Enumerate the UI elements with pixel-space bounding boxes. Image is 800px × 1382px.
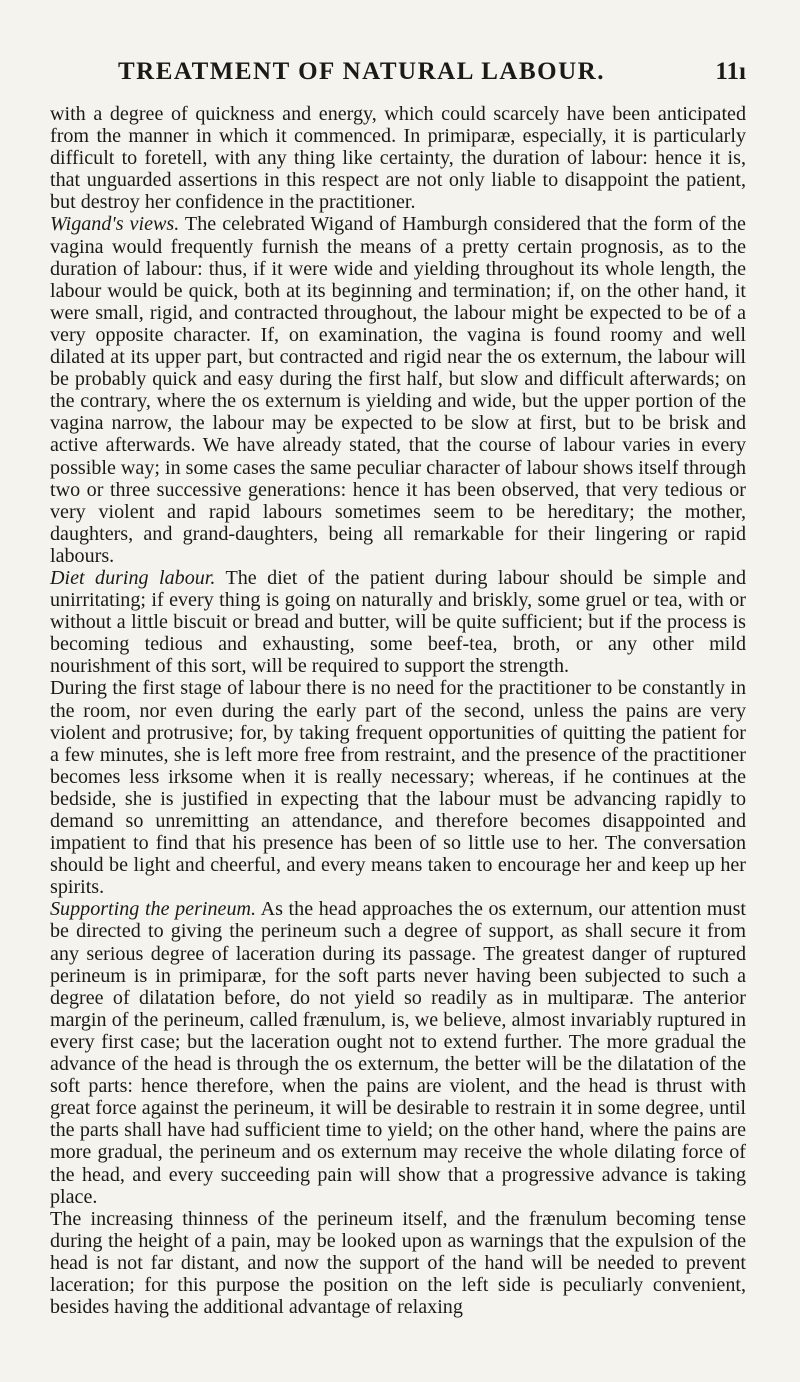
paragraph-perineum xyxy=(50,898,746,1207)
page-number: 11ı xyxy=(715,58,746,85)
paragraph-continuation xyxy=(50,103,746,213)
paragraph-thinness xyxy=(50,1208,746,1318)
paragraph-body: The diet of the patient during labour should be simple and unirritating; if every thing is going on naturally and briskly, some gruel or tea, with or without a little biscuit or bread and butter, will be quite sufficient; but if the process is becoming tedious and exhausting, some beef-tea, broth, or any other mild nourishment of this sort, will be required to support the strength. xyxy=(50,566,746,678)
side-heading: Diet during labour. xyxy=(50,566,216,589)
running-title: TREATMENT OF NATURAL LABOUR. xyxy=(118,58,605,85)
paragraph-first-stage xyxy=(50,677,746,898)
paragraph-body: The increasing thinness of the perineum itself, and the frænulum becoming tense during the height of a pain, may be looked upon as warnings that the expulsion of the head is not far distant, and now the support of the hand will be needed to prevent laceration; for this purpose the position on the left side is peculiarly convenient, besides having the additional advantage of relaxing xyxy=(50,1207,746,1319)
paragraph-body: The celebrated Wigand of Hamburgh considered that the form of the vagina would frequently furnish the means of a pretty certain prognosis, as to the duration of labour: thus, if it were wide and yielding throughout its whole length, the labour would be quick, both at its beginning and termination; if, on the other hand, it were small, rigid, and contracted throughout, the labour might be expected to be of a very opposite character. If, on examination, the vagina is found roomy and well dilated at its upper part, but contracted and rigid near the os externum, the labour will be probably quick and easy during the first half, but slow and difficult afterwards; on the contrary, where the os externum is yielding and wide, but the upper portion of the vagina narrow, the labour may be expected to be slow at first, but to be brisk and active afterwards. We have already stated, that the course of labour varies in every possible way; in some cases the same peculiar character of labour shows itself through two or three successive generations: hence it has been observed, that very tedious or very violent and rapid labours sometimes seem to be hereditary; the mother, daughters, and grand-daughters, being all remarkable for their lingering or rapid labours. xyxy=(50,213,746,567)
paragraph-body: with a degree of quickness and energy, which could scarcely have been anticipated from the manner in which it commenced. In primiparæ, especially, it is particularly difficult to foretell, with any thing like certainty, the duration of labour: hence it is, that unguarded assertions in this respect are not only liable to disappoint the patient, but destroy her confidence in the practitioner. xyxy=(50,103,746,214)
paragraph-diet xyxy=(50,567,746,677)
side-heading: Wigand's views. xyxy=(50,213,180,236)
paragraph-wigand xyxy=(50,213,746,567)
running-head xyxy=(56,58,746,98)
paragraph-body: As the head approaches the os externum, our attention must be directed to giving the perineum such a degree of support, as shall secure it from any serious degree of laceration during its passage. The greatest danger of ruptured perineum is in primiparæ, for the soft parts never having been subjected to such a degree of dilatation before, do not yield so readily as in multiparæ. The anterior margin of the perineum, called frænulum, is, we believe, almost invariably ruptured in every first case; but the laceration ought not to extend further. The more gradual the advance of the head is through the os externum, the better will be the dilatation of the soft parts: hence therefore, when the pains are violent, and the head is thrust with great force against the perineum, it will be desirable to restrain it in some degree, until the parts shall have had sufficient time to yield; on the other hand, where the pains are more gradual, the perineum and os externum may receive the whole dilating force of the head, and every succeeding pain will show that a progressive advance is taking place. xyxy=(50,898,746,1208)
side-heading: Supporting the perineum. xyxy=(50,898,257,921)
body-text xyxy=(50,103,746,1318)
paragraph-body: During the first stage of labour there is no need for the practitioner to be constantly in the room, nor even during the early part of the second, unless the pains are very violent and protrusive; for, by taking frequent opportunities of quitting the patient for a few minutes, she is left more free from restraint, and the presence of the practitioner becomes less irksome when it is really necessary; whereas, if he continues at the bedside, she is justified in expecting that the labour must be advancing rapidly to demand so unremitting an attendance, and therefore becomes disappointed and impatient to find that his presence has been of so little use to her. The conversation should be light and cheerful, and every means taken to encourage her and keep up her spirits. xyxy=(50,677,746,899)
